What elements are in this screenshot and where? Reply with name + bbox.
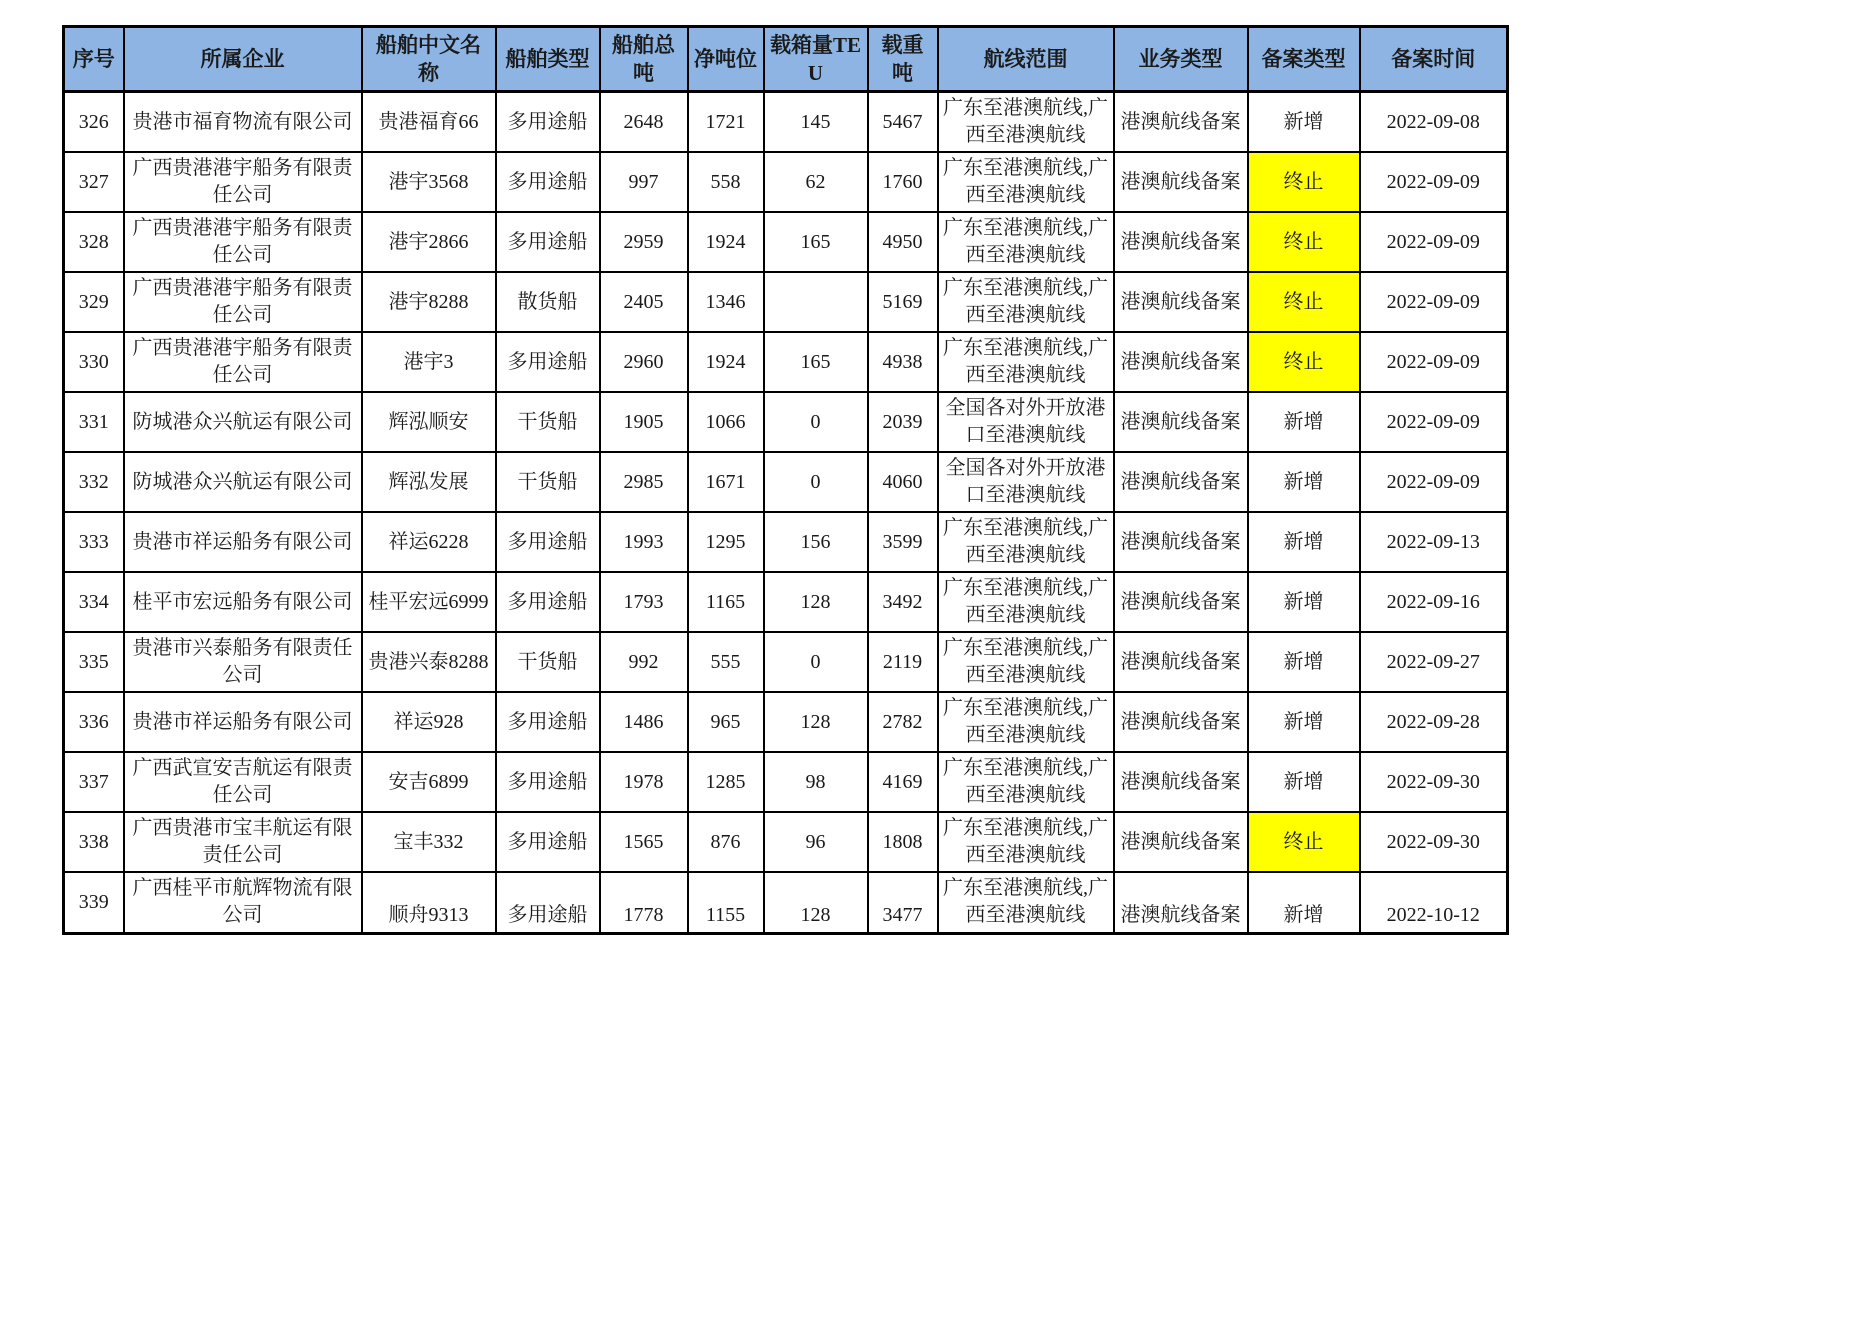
table-row <box>64 572 1508 632</box>
cell-net_tonnage: 1671 <box>688 452 764 512</box>
cell-route: 广东至港澳航线,广西至港澳航线 <box>938 272 1114 332</box>
cell-route: 广东至港澳航线,广西至港澳航线 <box>938 512 1114 572</box>
header-gross_tonnage: 船舶总吨 <box>600 27 688 92</box>
cell-gross_tonnage: 1978 <box>600 752 688 812</box>
cell-filing_date: 2022-09-09 <box>1360 392 1508 452</box>
cell-ship_name: 港宇3568 <box>362 152 496 212</box>
cell-business_type: 港澳航线备案 <box>1114 872 1248 934</box>
cell-company: 广西贵港港宇船务有限责任公司 <box>124 332 362 392</box>
cell-business_type: 港澳航线备案 <box>1114 212 1248 272</box>
cell-filing_date: 2022-09-16 <box>1360 572 1508 632</box>
header-ship_type: 船舶类型 <box>496 27 600 92</box>
cell-company: 防城港众兴航运有限公司 <box>124 452 362 512</box>
cell-net_tonnage: 1295 <box>688 512 764 572</box>
cell-company: 广西贵港港宇船务有限责任公司 <box>124 272 362 332</box>
cell-gross_tonnage: 997 <box>600 152 688 212</box>
table-row <box>64 152 1508 212</box>
cell-net_tonnage: 1066 <box>688 392 764 452</box>
cell-ship_type: 干货船 <box>496 392 600 452</box>
cell-deadweight: 2119 <box>868 632 938 692</box>
table-row <box>64 272 1508 332</box>
cell-business_type: 港澳航线备案 <box>1114 572 1248 632</box>
table-row <box>64 872 1508 934</box>
cell-ship_name: 贵港兴泰8288 <box>362 632 496 692</box>
cell-business_type: 港澳航线备案 <box>1114 152 1248 212</box>
cell-ship_type: 多用途船 <box>496 152 600 212</box>
cell-ship_type: 干货船 <box>496 632 600 692</box>
cell-net_tonnage: 965 <box>688 692 764 752</box>
table-row <box>64 632 1508 692</box>
cell-gross_tonnage: 2648 <box>600 92 688 153</box>
cell-teu: 0 <box>764 392 868 452</box>
cell-net_tonnage: 1924 <box>688 212 764 272</box>
table-row <box>64 752 1508 812</box>
cell-ship_name: 祥运6228 <box>362 512 496 572</box>
header-deadweight: 载重吨 <box>868 27 938 92</box>
cell-filing_type: 新增 <box>1248 692 1360 752</box>
cell-filing_type: 新增 <box>1248 632 1360 692</box>
cell-deadweight: 3492 <box>868 572 938 632</box>
cell-filing_date: 2022-09-30 <box>1360 752 1508 812</box>
cell-filing_type: 终止 <box>1248 332 1360 392</box>
cell-filing_date: 2022-09-27 <box>1360 632 1508 692</box>
cell-seq: 339 <box>64 872 124 934</box>
cell-teu: 0 <box>764 452 868 512</box>
cell-ship_name: 桂平宏远6999 <box>362 572 496 632</box>
cell-business_type: 港澳航线备案 <box>1114 92 1248 153</box>
header-company: 所属企业 <box>124 27 362 92</box>
cell-seq: 332 <box>64 452 124 512</box>
cell-route: 广东至港澳航线,广西至港澳航线 <box>938 752 1114 812</box>
cell-ship_type: 多用途船 <box>496 332 600 392</box>
cell-ship_type: 多用途船 <box>496 812 600 872</box>
cell-teu: 98 <box>764 752 868 812</box>
cell-teu: 156 <box>764 512 868 572</box>
header-seq: 序号 <box>64 27 124 92</box>
cell-net_tonnage: 1346 <box>688 272 764 332</box>
cell-ship_name: 顺舟9313 <box>362 872 496 934</box>
cell-deadweight: 4950 <box>868 212 938 272</box>
cell-gross_tonnage: 2405 <box>600 272 688 332</box>
cell-deadweight: 5467 <box>868 92 938 153</box>
cell-ship_type: 多用途船 <box>496 572 600 632</box>
cell-gross_tonnage: 992 <box>600 632 688 692</box>
cell-company: 贵港市兴泰船务有限责任公司 <box>124 632 362 692</box>
cell-ship_name: 安吉6899 <box>362 752 496 812</box>
cell-business_type: 港澳航线备案 <box>1114 692 1248 752</box>
cell-company: 贵港市祥运船务有限公司 <box>124 512 362 572</box>
cell-gross_tonnage: 1793 <box>600 572 688 632</box>
cell-route: 广东至港澳航线,广西至港澳航线 <box>938 812 1114 872</box>
ship-filing-table <box>62 25 1509 935</box>
cell-ship_type: 散货船 <box>496 272 600 332</box>
cell-seq: 337 <box>64 752 124 812</box>
cell-deadweight: 3599 <box>868 512 938 572</box>
cell-ship_name: 辉泓发展 <box>362 452 496 512</box>
cell-deadweight: 4169 <box>868 752 938 812</box>
table-row <box>64 452 1508 512</box>
cell-business_type: 港澳航线备案 <box>1114 452 1248 512</box>
cell-business_type: 港澳航线备案 <box>1114 632 1248 692</box>
cell-filing_date: 2022-09-28 <box>1360 692 1508 752</box>
cell-deadweight: 4060 <box>868 452 938 512</box>
cell-gross_tonnage: 1905 <box>600 392 688 452</box>
cell-seq: 326 <box>64 92 124 153</box>
cell-company: 广西桂平市航辉物流有限公司 <box>124 872 362 934</box>
header-teu: 载箱量TEU <box>764 27 868 92</box>
cell-filing_type: 新增 <box>1248 872 1360 934</box>
cell-net_tonnage: 1924 <box>688 332 764 392</box>
cell-seq: 334 <box>64 572 124 632</box>
cell-business_type: 港澳航线备案 <box>1114 272 1248 332</box>
header-route: 航线范围 <box>938 27 1114 92</box>
cell-gross_tonnage: 1778 <box>600 872 688 934</box>
cell-filing_type: 新增 <box>1248 572 1360 632</box>
cell-teu <box>764 272 868 332</box>
cell-teu: 128 <box>764 572 868 632</box>
cell-company: 防城港众兴航运有限公司 <box>124 392 362 452</box>
cell-net_tonnage: 1165 <box>688 572 764 632</box>
cell-filing_date: 2022-09-08 <box>1360 92 1508 153</box>
cell-gross_tonnage: 1565 <box>600 812 688 872</box>
cell-filing_type: 新增 <box>1248 452 1360 512</box>
cell-ship_type: 多用途船 <box>496 512 600 572</box>
cell-teu: 165 <box>764 332 868 392</box>
cell-company: 桂平市宏远船务有限公司 <box>124 572 362 632</box>
cell-ship_type: 多用途船 <box>496 872 600 934</box>
cell-net_tonnage: 1285 <box>688 752 764 812</box>
cell-route: 广东至港澳航线,广西至港澳航线 <box>938 152 1114 212</box>
cell-gross_tonnage: 2959 <box>600 212 688 272</box>
header-net_tonnage: 净吨位 <box>688 27 764 92</box>
table-row <box>64 512 1508 572</box>
cell-gross_tonnage: 1993 <box>600 512 688 572</box>
table-row <box>64 92 1508 153</box>
cell-ship_name: 港宇2866 <box>362 212 496 272</box>
cell-filing_date: 2022-09-09 <box>1360 272 1508 332</box>
cell-deadweight: 2039 <box>868 392 938 452</box>
cell-teu: 0 <box>764 632 868 692</box>
cell-ship_name: 辉泓顺安 <box>362 392 496 452</box>
cell-teu: 62 <box>764 152 868 212</box>
cell-business_type: 港澳航线备案 <box>1114 392 1248 452</box>
cell-route: 广东至港澳航线,广西至港澳航线 <box>938 212 1114 272</box>
ship-filing-sheet <box>62 25 1506 935</box>
cell-filing_type: 新增 <box>1248 512 1360 572</box>
cell-company: 广西贵港市宝丰航运有限责任公司 <box>124 812 362 872</box>
cell-filing_date: 2022-09-09 <box>1360 212 1508 272</box>
cell-seq: 333 <box>64 512 124 572</box>
header-row <box>64 27 1508 92</box>
table-row <box>64 812 1508 872</box>
table-row <box>64 332 1508 392</box>
cell-filing_type: 终止 <box>1248 272 1360 332</box>
cell-teu: 128 <box>764 872 868 934</box>
cell-company: 广西贵港港宇船务有限责任公司 <box>124 152 362 212</box>
cell-deadweight: 2782 <box>868 692 938 752</box>
cell-filing_type: 新增 <box>1248 752 1360 812</box>
cell-seq: 331 <box>64 392 124 452</box>
cell-deadweight: 4938 <box>868 332 938 392</box>
cell-ship_type: 多用途船 <box>496 212 600 272</box>
cell-ship_name: 宝丰332 <box>362 812 496 872</box>
cell-route: 广东至港澳航线,广西至港澳航线 <box>938 92 1114 153</box>
cell-filing_date: 2022-09-30 <box>1360 812 1508 872</box>
cell-seq: 338 <box>64 812 124 872</box>
cell-filing_type: 终止 <box>1248 212 1360 272</box>
cell-filing_type: 终止 <box>1248 152 1360 212</box>
cell-filing_type: 新增 <box>1248 92 1360 153</box>
cell-route: 全国各对外开放港口至港澳航线 <box>938 392 1114 452</box>
cell-route: 广东至港澳航线,广西至港澳航线 <box>938 332 1114 392</box>
cell-deadweight: 1808 <box>868 812 938 872</box>
cell-filing_date: 2022-09-09 <box>1360 452 1508 512</box>
cell-route: 广东至港澳航线,广西至港澳航线 <box>938 692 1114 752</box>
cell-gross_tonnage: 2960 <box>600 332 688 392</box>
cell-business_type: 港澳航线备案 <box>1114 332 1248 392</box>
cell-company: 贵港市福育物流有限公司 <box>124 92 362 153</box>
cell-filing_type: 新增 <box>1248 392 1360 452</box>
cell-business_type: 港澳航线备案 <box>1114 812 1248 872</box>
cell-route: 全国各对外开放港口至港澳航线 <box>938 452 1114 512</box>
header-ship_name: 船舶中文名称 <box>362 27 496 92</box>
cell-net_tonnage: 1155 <box>688 872 764 934</box>
cell-seq: 329 <box>64 272 124 332</box>
cell-ship_name: 港宇8288 <box>362 272 496 332</box>
cell-deadweight: 5169 <box>868 272 938 332</box>
cell-route: 广东至港澳航线,广西至港澳航线 <box>938 632 1114 692</box>
cell-seq: 335 <box>64 632 124 692</box>
cell-company: 广西贵港港宇船务有限责任公司 <box>124 212 362 272</box>
cell-business_type: 港澳航线备案 <box>1114 512 1248 572</box>
cell-net_tonnage: 558 <box>688 152 764 212</box>
cell-business_type: 港澳航线备案 <box>1114 752 1248 812</box>
cell-filing_date: 2022-09-09 <box>1360 332 1508 392</box>
table-row <box>64 392 1508 452</box>
cell-gross_tonnage: 1486 <box>600 692 688 752</box>
cell-company: 贵港市祥运船务有限公司 <box>124 692 362 752</box>
cell-seq: 336 <box>64 692 124 752</box>
cell-net_tonnage: 876 <box>688 812 764 872</box>
cell-filing_date: 2022-09-13 <box>1360 512 1508 572</box>
header-business_type: 业务类型 <box>1114 27 1248 92</box>
cell-ship_name: 祥运928 <box>362 692 496 752</box>
cell-ship_type: 多用途船 <box>496 752 600 812</box>
cell-deadweight: 1760 <box>868 152 938 212</box>
cell-ship_type: 多用途船 <box>496 692 600 752</box>
cell-net_tonnage: 1721 <box>688 92 764 153</box>
cell-filing_type: 终止 <box>1248 812 1360 872</box>
table-row <box>64 212 1508 272</box>
cell-deadweight: 3477 <box>868 872 938 934</box>
cell-ship_name: 贵港福育66 <box>362 92 496 153</box>
cell-ship_type: 干货船 <box>496 452 600 512</box>
header-filing_type: 备案类型 <box>1248 27 1360 92</box>
cell-seq: 328 <box>64 212 124 272</box>
cell-gross_tonnage: 2985 <box>600 452 688 512</box>
cell-seq: 327 <box>64 152 124 212</box>
cell-teu: 96 <box>764 812 868 872</box>
header-filing_date: 备案时间 <box>1360 27 1508 92</box>
cell-route: 广东至港澳航线,广西至港澳航线 <box>938 872 1114 934</box>
cell-ship_type: 多用途船 <box>496 92 600 153</box>
table-body <box>64 92 1508 934</box>
cell-company: 广西武宣安吉航运有限责任公司 <box>124 752 362 812</box>
cell-seq: 330 <box>64 332 124 392</box>
table-row <box>64 692 1508 752</box>
cell-route: 广东至港澳航线,广西至港澳航线 <box>938 572 1114 632</box>
cell-filing_date: 2022-09-09 <box>1360 152 1508 212</box>
cell-teu: 165 <box>764 212 868 272</box>
cell-filing_date: 2022-10-12 <box>1360 872 1508 934</box>
cell-teu: 145 <box>764 92 868 153</box>
cell-ship_name: 港宇3 <box>362 332 496 392</box>
cell-net_tonnage: 555 <box>688 632 764 692</box>
cell-teu: 128 <box>764 692 868 752</box>
